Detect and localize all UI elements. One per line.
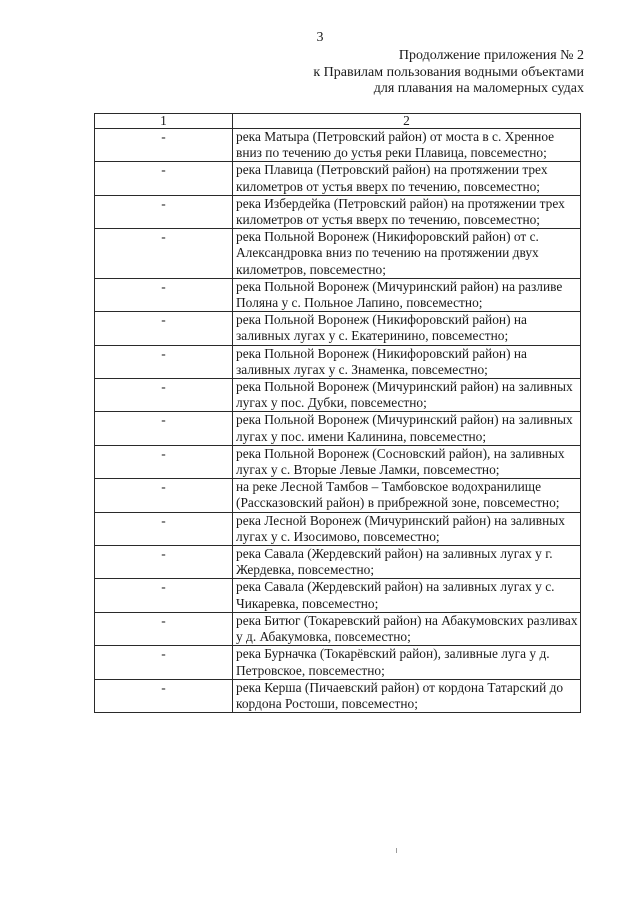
water-body-description: река Польной Воронеж (Мичуринский район) на заливных лугах у пос. имени Калинина, повсеместно; <box>233 412 581 445</box>
row-marker: - <box>95 162 233 195</box>
table-row <box>95 195 581 228</box>
table-row <box>95 612 581 645</box>
row-marker: - <box>95 195 233 228</box>
row-marker: - <box>95 412 233 445</box>
column-header-1: 1 <box>95 114 233 129</box>
table-row <box>95 278 581 311</box>
row-marker: - <box>95 546 233 579</box>
table-body <box>95 129 581 713</box>
water-body-description: река Польной Воронеж (Мичуринский район) на разливе Поляна у с. Польное Лапино, повсеместно; <box>233 278 581 311</box>
appendix-header <box>313 48 584 98</box>
row-marker: - <box>95 679 233 712</box>
table-row <box>95 546 581 579</box>
table-row <box>95 479 581 512</box>
water-body-description: река Битюг (Токаревский район) на Абакумовских разливах у д. Абакумовка, повсеместно; <box>233 612 581 645</box>
table-row <box>95 579 581 612</box>
water-body-description: река Матыра (Петровский район) от моста в с. Хренное вниз по течению до устья реки Плавица, повсеместно; <box>233 129 581 162</box>
appendix-header-line-3: для плавания на маломерных судах <box>373 81 584 96</box>
water-body-description: река Лесной Воронеж (Мичуринский район) на заливных лугах у с. Изосимово, повсеместно; <box>233 512 581 545</box>
table-header-row <box>95 114 581 129</box>
row-marker: - <box>95 612 233 645</box>
table-row <box>95 646 581 679</box>
scan-artifact <box>396 848 397 853</box>
row-marker: - <box>95 379 233 412</box>
table-row <box>95 412 581 445</box>
water-body-description: река Савала (Жердевский район) на заливных лугах у с. Чикаревка, повсеместно; <box>233 579 581 612</box>
water-body-description: река Плавица (Петровский район) на протяжении трех километров от устья вверх по течению, повсеместно; <box>233 162 581 195</box>
row-marker: - <box>95 278 233 311</box>
table-row <box>95 345 581 378</box>
row-marker: - <box>95 646 233 679</box>
row-marker: - <box>95 129 233 162</box>
water-body-description: река Польной Воронеж (Сосновский район), на заливных лугах у с. Вторые Левые Ламки, повсеместно; <box>233 445 581 478</box>
water-body-description: река Польной Воронеж (Никифоровский район) на заливных лугах у с. Знаменка, повсеместно; <box>233 345 581 378</box>
appendix-header-line-1: Продолжение приложения № 2 <box>398 48 584 63</box>
row-marker: - <box>95 312 233 345</box>
water-body-description: река Польной Воронеж (Мичуринский район) на заливных лугах у пос. Дубки, повсеместно; <box>233 379 581 412</box>
row-marker: - <box>95 445 233 478</box>
water-body-description: река Савала (Жердевский район) на заливных лугах у г. Жердевка, повсеместно; <box>233 546 581 579</box>
column-header-2: 2 <box>233 114 581 129</box>
water-body-description: река Избердейка (Петровский район) на протяжении трех километров от устья вверх по течению, повсеместно; <box>233 195 581 228</box>
row-marker: - <box>95 579 233 612</box>
water-body-description: река Польной Воронеж (Никифоровский район) на заливных лугах у с. Екатеринино, повсеместно; <box>233 312 581 345</box>
table-row <box>95 512 581 545</box>
table-row <box>95 229 581 279</box>
table-row <box>95 445 581 478</box>
water-bodies-table <box>94 113 581 713</box>
water-body-description: река Польной Воронеж (Никифоровский район) от с. Александровка вниз по течению на протяжении двух километров, повсеместно; <box>233 229 581 279</box>
table-row <box>95 379 581 412</box>
appendix-header-line-2: к Правилам пользования водными объектами <box>313 64 584 80</box>
row-marker: - <box>95 229 233 279</box>
water-body-description: на реке Лесной Тамбов – Тамбовское водохранилище (Рассказовский район) в прибрежной зоне, повсеместно; <box>233 479 581 512</box>
table-row <box>95 312 581 345</box>
table-row <box>95 162 581 195</box>
water-body-description: река Керша (Пичаевский район) от кордона Татарский до кордона Ростоши, повсеместно; <box>233 679 581 712</box>
row-marker: - <box>95 512 233 545</box>
table-row <box>95 129 581 162</box>
page-number: 3 <box>316 30 324 45</box>
table-row <box>95 679 581 712</box>
row-marker: - <box>95 345 233 378</box>
water-body-description: река Бурначка (Токарёвский район), заливные луга у д. Петровское, повсеместно; <box>233 646 581 679</box>
row-marker: - <box>95 479 233 512</box>
